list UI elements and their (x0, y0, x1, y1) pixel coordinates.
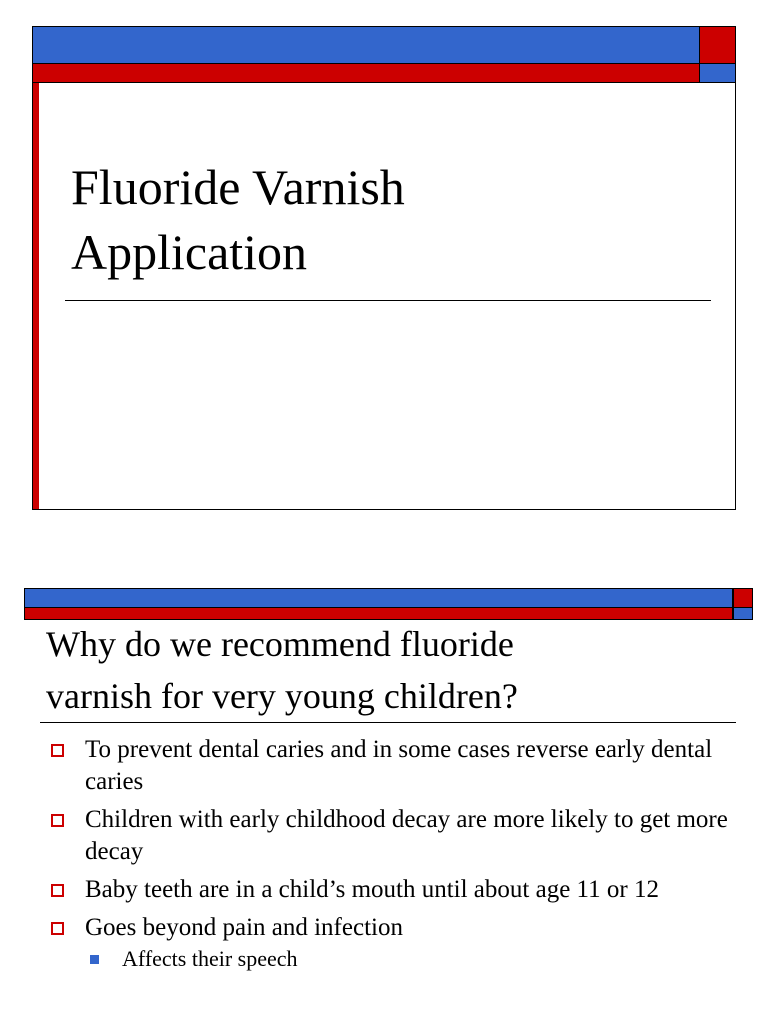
bullet-item (48, 912, 728, 974)
slide-heading (46, 618, 706, 722)
title-slide (32, 26, 736, 510)
corner-blue-square (699, 64, 736, 83)
bullet-text: Baby teeth are in a child’s mouth until about age 11 or 12 (85, 876, 659, 903)
bullet-item (48, 804, 728, 868)
filled-square-icon (90, 955, 99, 964)
header-red-bar (33, 64, 699, 83)
hollow-square-icon (51, 884, 64, 897)
bullet-item (48, 734, 728, 798)
hollow-square-icon (51, 922, 64, 935)
content-slide (24, 588, 768, 1024)
slide-heading-line-1: Why do we recommend fluoride (46, 624, 514, 664)
header-blue-bar (24, 588, 733, 608)
bullet-list (48, 734, 728, 980)
hollow-square-icon (51, 744, 64, 757)
corner-blue-square (733, 607, 753, 620)
bullet-text: Goes beyond pain and infection (85, 914, 403, 941)
corner-red-square (733, 588, 753, 608)
left-red-stripe (33, 83, 39, 510)
corner-red-square (699, 27, 736, 64)
slide-heading-line-2: varnish for very young children? (46, 676, 518, 716)
sub-bullet-text: Affects their speech (122, 946, 298, 971)
header-blue-bar (33, 27, 699, 64)
slide-title (71, 155, 671, 285)
title-divider (65, 300, 711, 301)
sub-bullet-item (85, 944, 728, 974)
slide-title-line-1: Fluoride Varnish (71, 159, 405, 215)
slide-title-line-2: Application (71, 224, 308, 280)
heading-divider (40, 722, 736, 723)
bullet-item (48, 874, 728, 906)
bullet-text: Children with early childhood decay are more likely to get more decay (85, 806, 728, 865)
hollow-square-icon (51, 814, 64, 827)
sub-bullet-list (85, 944, 728, 974)
bullet-text: To prevent dental caries and in some cases reverse early dental caries (85, 736, 713, 795)
